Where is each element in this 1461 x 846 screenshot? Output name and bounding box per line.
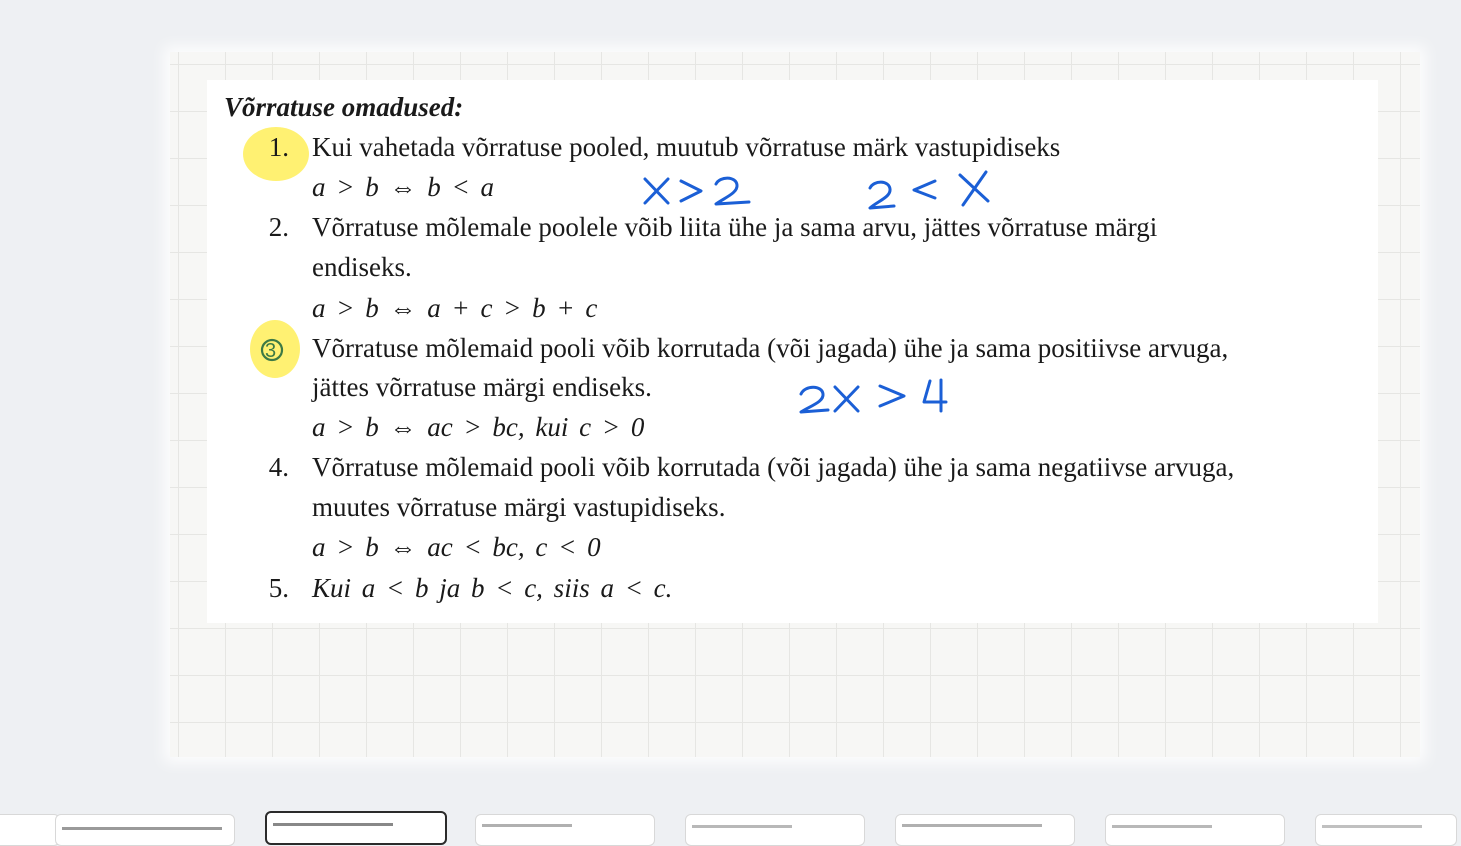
item-text-1: Kui vahetada võrratuse pooled, muutub võrratuse märk vastupidiseks	[312, 132, 1061, 162]
item-formula-4: a > b ⇔ ac < bc, c < 0	[312, 532, 601, 562]
handwritten-note-2x-gt-4	[801, 380, 946, 412]
item-text-3-line1: Võrratuse mõlemaid pooli võib korrutada (või jagada) ühe ja sama positiivse arvuga,	[312, 333, 1229, 363]
item-text-5: Kui a < b ja b < c, siis a < c.	[312, 573, 673, 603]
item-number-1: 1.	[268, 132, 289, 162]
slide-thumbnail-4[interactable]	[475, 814, 655, 846]
slide-title: Võrratuse omadused:	[224, 92, 464, 122]
slide-thumbnail-6[interactable]	[895, 814, 1075, 846]
handwritten-note-2-lt-x	[870, 172, 988, 208]
slide-thumbnail-7[interactable]	[1105, 814, 1285, 846]
item-number-5: 5.	[268, 573, 289, 603]
slide-thumbnail-5[interactable]	[685, 814, 865, 846]
item-formula-1: a > b ⇔ b < a	[312, 172, 494, 202]
handwritten-note-x-gt-2	[645, 178, 749, 204]
slide-thumbnail-strip	[0, 808, 1461, 831]
svg-text:3: 3	[265, 340, 277, 362]
item-text-2-line1: Võrratuse mõlemale poolele võib liita ühe ja sama arvu, jättes võrratuse märgi	[312, 212, 1158, 242]
slide-thumbnail-1[interactable]	[0, 814, 60, 846]
slide-thumbnail-8[interactable]	[1315, 814, 1457, 846]
item-formula-2: a > b ⇔ a + c > b + c	[312, 293, 598, 323]
item-formula-3: a > b ⇔ ac > bc, kui c > 0	[312, 412, 645, 442]
slide-thumbnail-3-active[interactable]	[265, 811, 447, 845]
slide-thumbnail-2[interactable]	[55, 814, 235, 846]
item-number-2: 2.	[268, 212, 289, 242]
circled-number-3	[262, 340, 282, 362]
item-text-4-line1: Võrratuse mõlemaid pooli võib korrutada (või jagada) ühe ja sama negatiivse arvuga,	[312, 452, 1235, 482]
item-text-4-line2: muutes võrratuse märgi vastupidiseks.	[312, 492, 726, 522]
item-text-3-line2: jättes võrratuse märgi endiseks.	[312, 372, 652, 402]
item-number-4: 4.	[268, 452, 289, 482]
item-text-2-line2: endiseks.	[312, 252, 412, 282]
